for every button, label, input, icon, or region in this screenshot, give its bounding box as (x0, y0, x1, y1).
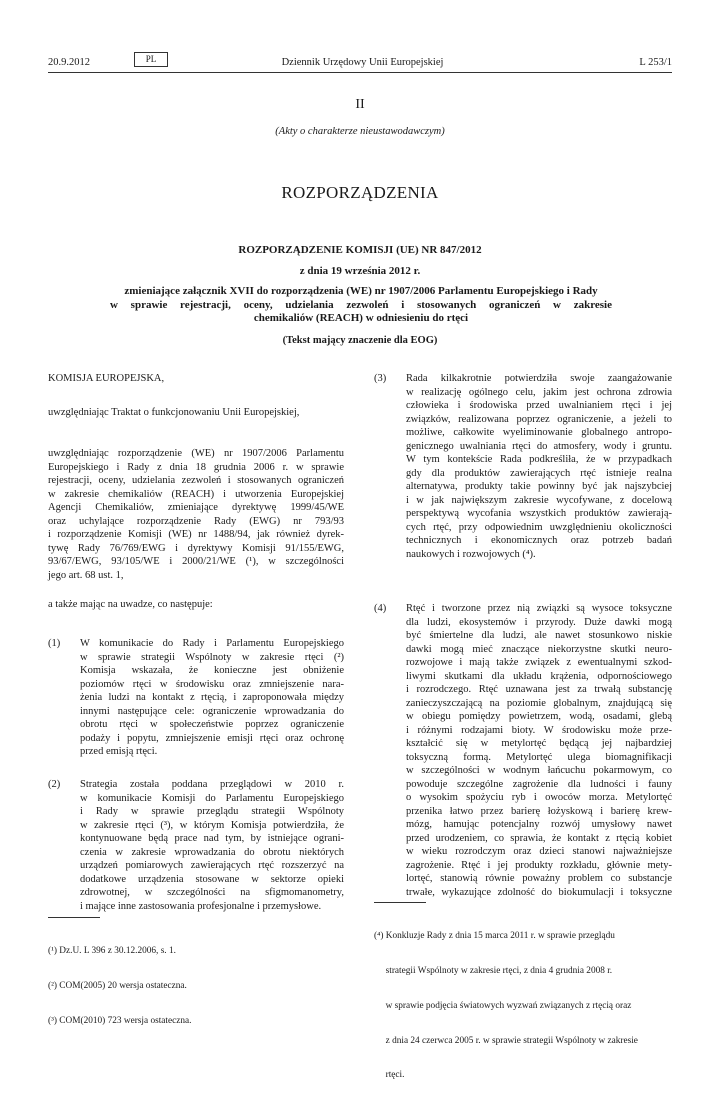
text-line: technicznych i ekonomicznych oraz potrzeb badań (406, 535, 672, 546)
text-line: cych rtęć, przy odpowiednim uwzględnieniu okoliczności (406, 521, 672, 533)
subject-line: zmieniające załącznik XVII do rozporządzenia (WE) nr 1907/2006 Parlamentu Europejskiego i Rady (124, 285, 598, 297)
recital-2 (80, 778, 344, 913)
recital-3-number: (3) (374, 373, 387, 384)
text-line: zanieczyszczającą na poziomie globalnym, znajdującą się (406, 697, 672, 709)
footnote-rule (374, 902, 426, 903)
text-line: i różnymi rodzajami bioty. W środowisku może prze- (406, 724, 672, 736)
text-line: KOMISJA EUROPEJSKA, (48, 373, 165, 384)
page-reference: L 253/1 (639, 57, 672, 68)
text-line: liwymi skutkami dla układu krążenia, odpornościowego (406, 670, 672, 682)
text-line: w zakresie rtęci (³), w którym Komisja potwierdziła, że (80, 819, 344, 831)
text-line: czenia w zakresie wprowadzania do obrotu niektórych (80, 846, 344, 858)
text-line: przed urodzeniem, co sprawia, że kontakt z rtęcią kobiet (406, 832, 672, 844)
text-line: innymi następujące cele: ograniczenie wprowadzania do (80, 705, 344, 717)
text-line: i mające inne zastosowania profesjonalne i przemysłowe. (80, 900, 322, 912)
commission-heading (48, 372, 164, 386)
part-number: II (355, 97, 365, 112)
text-line: w sprawie strategii Wspólnoty w zakresie rtęci (²) (80, 651, 344, 663)
journal-title: Dziennik Urzędowy Unii Europejskiej (281, 57, 444, 68)
text-line: Rtęć i tworzone przez nią związki są wysoce toksyczne (406, 603, 672, 614)
footnote: (¹) Dz.U. L 396 z 30.12.2006, s. 1. (48, 946, 176, 957)
text-line: przed emisją rtęci. (80, 746, 158, 757)
text-line: powoduje szczególne zagrożenie dla ludności i fauny (406, 778, 672, 790)
text-line: dla ludzi, ekosystemów i przyrody. Duże dawki mogą (406, 616, 672, 628)
text-line: obrotu rtęci w społeczeństwie poprzez ograniczenie (80, 719, 344, 730)
text-line: naukowych i rozwojowych (⁴). (406, 548, 536, 560)
text-line: gdy dla produktów zawierających rtęć istnieje realna (406, 467, 672, 479)
text-line: dawki mogą mieć znaczące niekorzystne skutki neuro- (406, 643, 672, 655)
text-line: w realizację ogólnego celu, jakim jest ochrona zdrowia (406, 386, 672, 398)
footnote: (³) COM(2010) 723 wersja ostateczna. (48, 1015, 192, 1026)
citation-regulation (48, 447, 344, 582)
footnote: z dnia 24 czerwca 2005 r. w sprawie strategii Wspólnoty w zakresie (374, 1035, 638, 1046)
header-rule (48, 72, 672, 73)
text-line: przenika łatwo przez barierę łożyskową i barierę krew- (406, 805, 672, 817)
text-line: o wysokim spożyciu ryb i owoców morza. Metylortęć (406, 792, 672, 803)
text-line: i w jak największym zakresie wycofywane, z docelową (406, 494, 672, 506)
section-heading: ROZPORZĄDZENIA (281, 183, 439, 202)
subject-line: chemikaliów (REACH) w odniesieniu do rtęci (253, 312, 469, 324)
text-line: uwzględniając Traktat o funkcjonowaniu Unii Europejskiej, (48, 407, 300, 418)
text-line: w szczególności w wodnym łańcuchu pokarmowym, co (406, 765, 672, 776)
text-line: kształcić się w metylortęć będącą jej najbardziej (406, 738, 672, 749)
footnote: (⁴) Konkluzje Rady z dnia 15 marca 2011 r. w sprawie przeglądu (374, 931, 615, 942)
citation-treaty (48, 406, 299, 420)
footnote: (²) COM(2005) 20 wersja ostateczna. (48, 980, 187, 991)
footnote-rule (48, 917, 100, 918)
text-line: 93/67/EWG, 93/105/WE i 2000/21/WE (¹), w szczególności (48, 556, 344, 567)
recital-4 (406, 602, 672, 899)
text-line: kontynuowane będą prace nad tym, by istniejące ograni- (80, 833, 344, 844)
text-line: w zakresie chemikaliów (REACH) i utworzenia Europejskiej (48, 488, 344, 500)
text-line: Rada kilkakrotnie potwierdziła swoje zaangażowanie (406, 373, 672, 384)
text-line: W komunikacie do Rady i Parlamentu Europejskiego (80, 638, 344, 649)
text-line: i rozrodczego. Rtęć uznawana jest za trwałą substancję (406, 684, 672, 695)
regulation-date: z dnia 19 września 2012 r. (299, 265, 421, 277)
text-line: możliwe, całkowite wyeliminowanie globalnego antropo- (406, 427, 672, 438)
text-line: Agencji Chemikaliów, zmieniające dyrektywę 1999/45/WE (48, 502, 344, 513)
recital-2-number: (2) (48, 779, 61, 790)
text-line: zdrowotnej, w szczególności na sfigmomanometry, (80, 887, 344, 898)
text-line: być śmiertelne dla ludzi, ale nawet stosunkowo niskie (406, 630, 672, 641)
text-line: człowieka i środowiska przed uwalnianiem rtęci i jej (406, 400, 672, 411)
text-line: lortęć, stanowią równie poważny problem co substancje (406, 873, 672, 884)
regulation-subject (110, 285, 612, 326)
recital-1 (80, 637, 344, 759)
regulation-title: ROZPORZĄDZENIE KOMISJI (UE) NR 847/2012 (238, 244, 482, 256)
text-line: i rozporządzenie Komisji (WE) nr 1488/94, jak również dyrek- (48, 529, 344, 540)
text-line: rejestracji, oceny, udzielania zezwoleń i stosowanych ograniczeń (48, 475, 344, 486)
text-line: trwałe, wykazujące zdolność do biokumulacji i toksyczne (406, 886, 672, 898)
eea-relevance: (Tekst mający znaczenie dla EOG) (282, 335, 438, 346)
text-line: w wieku rozrodczym oraz dzieci stanowi najważniejsze (406, 846, 672, 857)
text-line: a także mając na uwadze, co następuje: (48, 599, 213, 610)
text-line: genicznego uwalniania rtęci do atmosfery, wody i gruntu. (406, 440, 672, 452)
language-badge: PL (134, 52, 168, 67)
text-line: alternatywa, produkty takie powinny być jak najszybciej (406, 481, 672, 492)
text-line: urządzeń pomiarowych zawierających rtęć rozszerzyć na (80, 860, 344, 871)
recital-3 (406, 372, 672, 561)
text-line: toksyczną formą. Metylortęć ulega biomagnifikacji (406, 751, 672, 763)
text-line: uwzględniając rozporządzenie (WE) nr 1907/2006 Parlamentu (48, 448, 344, 459)
subject-line: w sprawie rejestracji, oceny, udzielania zezwoleń i stosowanych ograniczeń w zakresie (110, 298, 612, 311)
text-line: perspektywą wycofania wszystkich produktów zawierają- (406, 508, 672, 519)
text-line: Komisja wskazała, że konieczne jest obniżenie (80, 665, 344, 676)
text-line: jego art. 68 ust. 1, (48, 569, 124, 581)
text-line: w komunikacie Komisji do Parlamentu Europejskiego (80, 792, 344, 804)
footnote: rtęci. (374, 1070, 405, 1081)
text-line: podaży i popytu, zmniejszenie emisji rtęci oraz ochronę (80, 732, 344, 744)
footnote: w sprawie podjęcia światowych wyzwań związanych z rtęcią oraz (374, 1000, 632, 1011)
text-line: związków, realizowana poprzez ograniczenie, a jeżeli to (406, 413, 672, 425)
text-line: mózg, hamując potencjalny rozwój umysłowy nawet (406, 819, 672, 830)
publication-date: 20.9.2012 (48, 57, 90, 68)
text-line: zagrożenie. Rtęć i jej produkty rozkładu, głównie mety- (406, 859, 672, 871)
footnote: strategii Wspólnoty w zakresie rtęci, z dnia 4 grudnia 2008 r. (374, 965, 613, 976)
text-line: w obiegu pomiędzy powietrzem, wodą, osadami, glebą (406, 711, 672, 722)
text-line: i Rady w sprawie przeglądu strategii Wspólnoty (80, 806, 344, 817)
text-line: tywę Rady 76/769/EWG i dyrektywy Komisji 91/155/EWG, (48, 542, 344, 554)
recital-1-number: (1) (48, 638, 61, 649)
text-line: Europejskiego i Rady z dnia 18 grudnia 2006 r. w sprawie (48, 461, 344, 473)
recital-4-number: (4) (374, 603, 387, 614)
text-line: dodatkowe urządzenia stosowane w sektorze opieki (80, 873, 344, 885)
text-line: W tym kontekście Rada podkreśliła, że w przypadkach (406, 454, 672, 465)
footnotes-left (48, 923, 192, 1039)
text-line: Strategia została poddana przeglądowi w 2010 r. (80, 779, 344, 790)
text-line: żenia ludzi na kontakt z rtęcią, i zaproponowała między (80, 692, 344, 703)
text-line: poziomów rtęci w środowisku oraz zmniejszenie nara- (80, 678, 344, 690)
footnotes-right (374, 908, 638, 1094)
whereas-intro (48, 598, 213, 612)
text-line: oraz uchylające rozporządzenie Rady (EWG) nr 793/93 (48, 515, 344, 527)
text-line: rozwojowe i mają także związek z ewentualnymi szkod- (406, 657, 672, 668)
act-type: (Akty o charakterze nieustawodawczym) (275, 126, 445, 137)
